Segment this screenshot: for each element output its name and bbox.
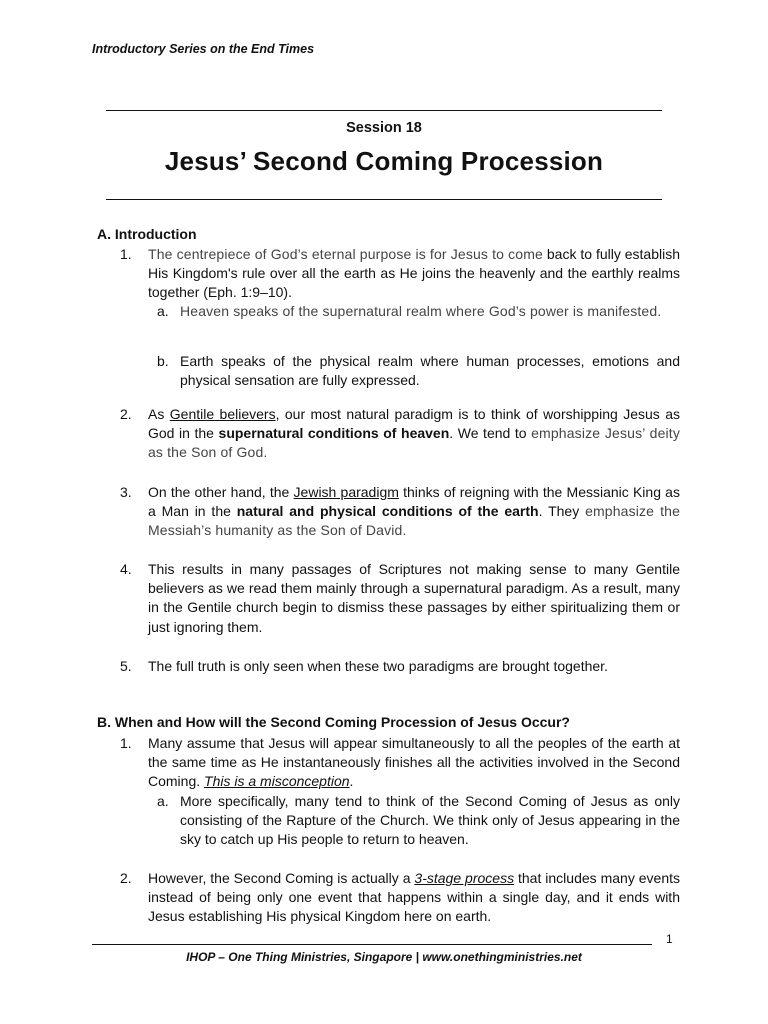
subitem-text: More specifically, many tend to think of the Second Coming of Jesus as only consisting of the Rapture of the Church. We think only of Jesus appearing in the sky to catch up His people to return to heaven. [180,793,680,848]
section-a-heading: A. Introduction [97,226,197,242]
series-title: Introductory Series on the End Times [92,42,315,56]
subitem-letter: a. [157,303,169,319]
item-text: On the other hand, the [148,484,294,500]
item-text-light: emphasize Jesus’ deity as the Son of God. [148,425,680,461]
title-rule [106,199,662,200]
item-text: back to fully establish His Kingdom's rule over all the earth as He joins the heavenly and the earthly realms together (Eph. 1:9–10). [148,246,681,301]
page-title: Jesus’ Second Coming Procession [164,146,604,176]
item-number: 3. [120,484,132,500]
item-number: 1. [120,246,132,262]
underlined-term: Jewish paradigm [293,484,399,500]
page-number: 1 [666,932,673,946]
emphasized-term: 3-stage process [414,870,515,886]
section-a-item-1b [157,352,680,390]
section-a-item-1 [120,245,680,303]
item-number: 2. [120,870,132,886]
section-a-item-1a [157,302,680,321]
subitem-letter: a. [157,793,169,809]
session-label: Session 18 [346,120,422,136]
footer-rule [92,944,652,945]
section-a-item-5 [120,657,680,676]
section-a-item-4 [120,560,680,637]
subitem-text: Heaven speaks of the supernatural realm where God’s power is manifested. [180,303,662,319]
section-b-item-1a [157,792,680,850]
item-text: . They [538,503,586,520]
item-text: . We tend to [449,425,532,442]
item-number: 2. [120,406,132,422]
item-text: However, the Second Coming is actually a [148,870,415,886]
item-text-light: The centrepiece of God’s eternal purpose is for Jesus to come [148,246,543,262]
emphasized-term: This is a misconception [204,773,350,790]
item-text: The full truth is only seen when these two paradigms are brought together. [148,658,608,674]
bold-term: supernatural conditions of heaven [218,425,450,442]
item-number: 5. [120,658,132,674]
item-text: . [349,773,354,790]
item-number: 4. [120,561,132,577]
item-text: This results in many passages of Scriptures not making sense to many Gentile believers as we read them mainly through a supernatural paradigm. As a result, many in the Gentile church begin to dismiss these passages by either spiritualizing them or just ignoring them. [148,561,680,635]
section-a-item-3 [120,483,680,541]
item-text: Many assume that Jesus will appear simultaneously to all the peoples of the earth at the same time as He instantaneously finishes all the activities involved in the Second Coming. [148,735,680,790]
footer-text: IHOP – One Thing Ministries, Singapore | www.onethingministries.net [186,950,582,964]
bold-term: natural and physical conditions of the earth [236,503,539,520]
underlined-term: Gentile believers [169,406,276,422]
section-b-heading: B. When and How will the Second Coming Procession of Jesus Occur? [97,714,570,730]
section-a-item-2 [120,405,680,463]
item-text: , our most natural paradigm is to think of worshipping Jesus as God in the [148,406,680,442]
item-number: 1. [120,735,132,751]
section-b-item-1 [120,734,680,792]
section-b-item-2 [120,869,680,927]
item-text: thinks of reigning with the Messianic King as a Man in the [148,484,680,520]
subitem-text: Earth speaks of the physical realm where human processes, emotions and physical sensation are fully expressed. [180,353,680,389]
item-text: As [148,406,170,422]
subitem-letter: b. [157,353,169,369]
top-rule [106,110,662,111]
item-text-light: emphasize the Messiah’s humanity as the Son of David. [148,503,681,539]
item-text: that includes many events instead of being only one event that happens within a single day, and it ends with Jesus establishing His physical Kingdom here on earth. [148,870,680,925]
